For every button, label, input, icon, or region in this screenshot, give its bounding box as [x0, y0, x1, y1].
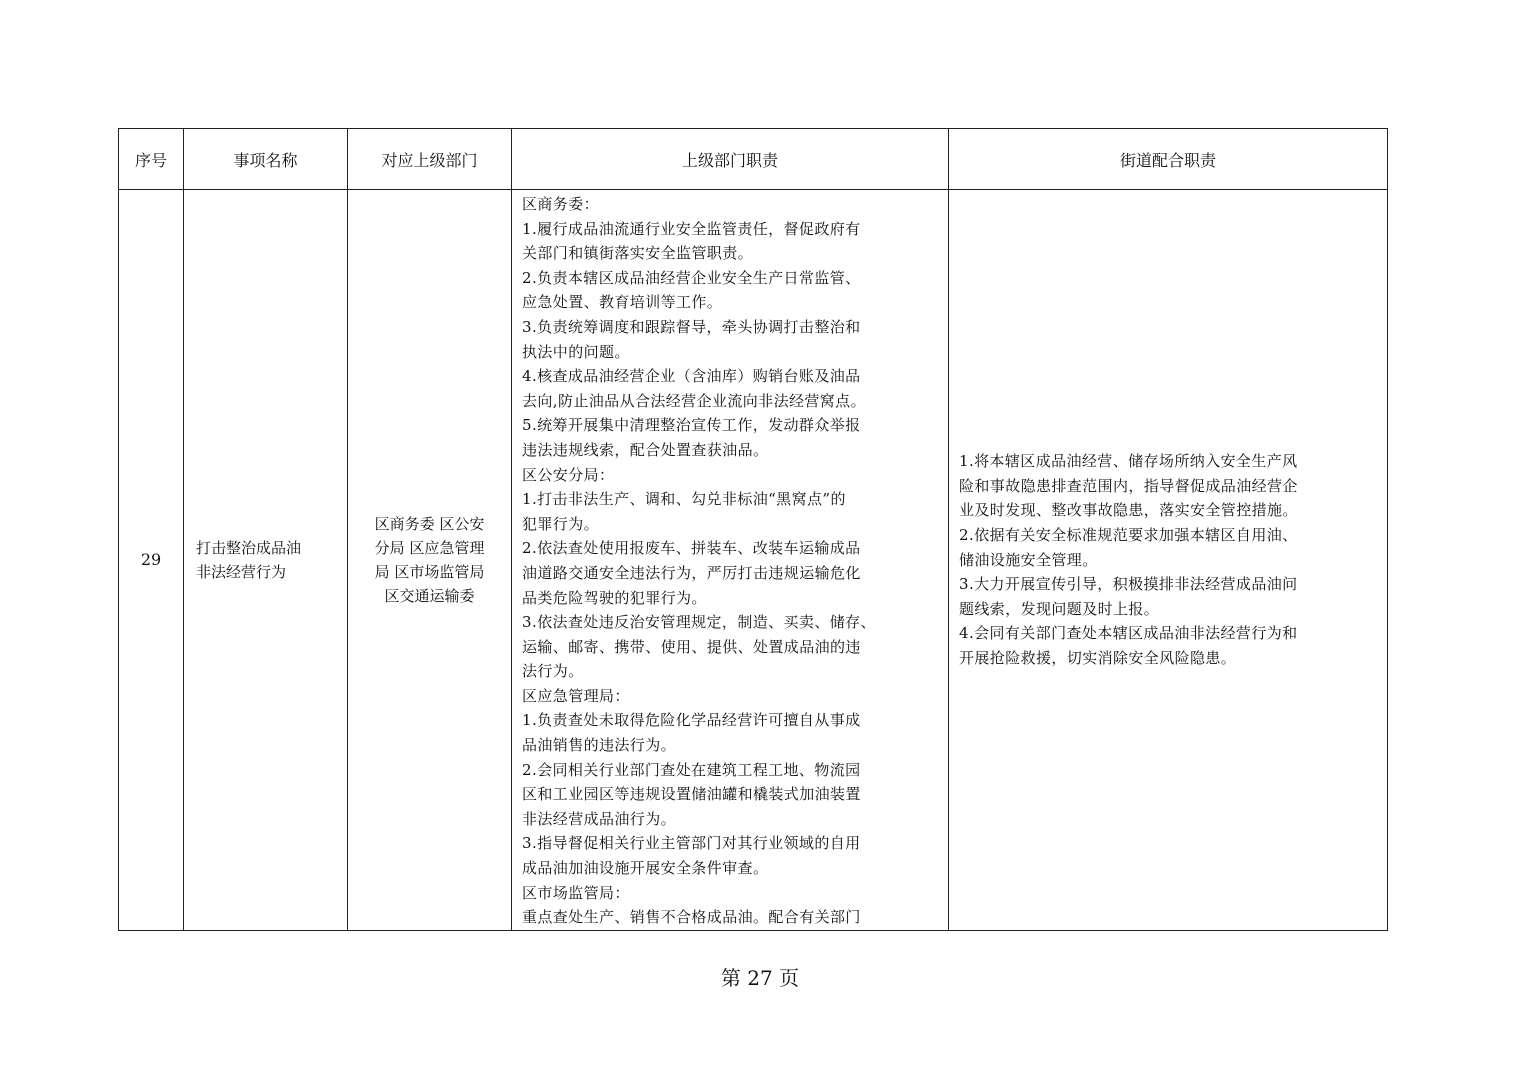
street-duties-line: 4.会同有关部门查处本辖区成品油非法经营行为和 [959, 624, 1298, 643]
superior-dept [358, 512, 501, 608]
superior-duties-line: 油道路交通安全违法行为，严厉打击违规运输危化 [522, 563, 861, 582]
row-index: 29 [119, 190, 184, 931]
header-row [119, 129, 1388, 190]
superior-dept-line: 区交通运输委 [384, 586, 475, 605]
item-name-line: 非法经营行为 [196, 562, 287, 581]
street-duties-line: 题线索，发现问题及时上报。 [959, 599, 1160, 618]
superior-duties [522, 192, 940, 930]
superior-dept-line: 分局 区应急管理 [374, 538, 485, 557]
table-row [119, 190, 1388, 931]
header-index: 序号 [119, 129, 184, 190]
street-duties-line: 2.依据有关安全标准规范要求加强本辖区自用油、 [959, 526, 1298, 545]
superior-duties-line: 执法中的问题。 [522, 342, 630, 361]
superior-dept-line: 区商务委 区公安 [374, 514, 485, 533]
table-header [119, 129, 1388, 190]
superior-duties-line: 3.指导督促相关行业主管部门对其行业领域的自用 [522, 834, 861, 853]
superior-duties-line: 3.负责统筹调度和跟踪督导，牵头协调打击整治和 [522, 317, 861, 336]
superior-duties-line: 成品油加油设施开展安全条件审查。 [522, 859, 769, 878]
header-item-name: 事项名称 [184, 129, 348, 190]
superior-duties-line: 区和工业园区等违规设置储油罐和橇装式加油装置 [522, 785, 861, 804]
item-name [196, 536, 335, 584]
superior-duties-line: 区商务委： [522, 195, 600, 213]
header-superior-dept: 对应上级部门 [348, 129, 512, 190]
superior-duties-line: 1.履行成品油流通行业安全监管责任，督促政府有 [522, 219, 861, 238]
page-number: 第 27 页 [720, 966, 800, 990]
superior-dept-line: 局 区市场监管局 [374, 562, 485, 581]
superior-duties-line: 应急处置、教育培训等工作。 [522, 293, 723, 312]
superior-duties-line: 2.负责本辖区成品油经营企业安全生产日常监管、 [522, 268, 861, 287]
superior-duties-line: 犯罪行为。 [522, 514, 600, 533]
street-duties-line: 储油设施安全管理。 [959, 550, 1098, 569]
street-duties-line: 开展抢险救援，切实消除安全风险隐患。 [959, 648, 1237, 667]
item-name-line: 打击整治成品油 [196, 538, 302, 557]
superior-duties-line: 区公安分局： [522, 465, 615, 484]
superior-duties-line: 5.统筹开展集中清理整治宣传工作，发动群众举报 [522, 416, 861, 435]
superior-duties-line: 去向,防止油品从合法经营企业流向非法经营窝点。 [522, 391, 866, 410]
street-duties-cell [949, 190, 1388, 931]
superior-dept-cell [348, 190, 512, 931]
superior-duties-line: 1.负责查处未取得危险化学品经营许可擅自从事成 [522, 711, 861, 730]
superior-duties-line: 区市场监管局： [522, 883, 630, 902]
superior-duties-line: 违法违规线索，配合处置查获油品。 [522, 440, 769, 459]
superior-duties-line: 品类危险驾驶的犯罪行为。 [522, 588, 707, 607]
superior-duties-line: 非法经营成品油行为。 [522, 809, 677, 828]
superior-duties-line: 重点查处生产、销售不合格成品油。配合有关部门 [522, 908, 861, 927]
street-duties-line: 3.大力开展宣传引导，积极摸排非法经营成品油问 [959, 575, 1298, 594]
responsibility-table [118, 128, 1388, 931]
superior-duties-cell [512, 190, 949, 931]
table-body [119, 190, 1388, 931]
superior-duties-line: 4.核查成品油经营企业（含油库）购销台账及油品 [522, 367, 861, 386]
superior-duties-line: 1.打击非法生产、调和、勾兑非标油“黑窝点”的 [522, 490, 846, 509]
superior-duties-line: 法行为。 [522, 662, 584, 681]
street-duties-line: 1.将本辖区成品油经营、储存场所纳入安全生产风 [959, 452, 1298, 471]
superior-duties-line: 3.依法查处违反治安管理规定，制造、买卖、储存、 [522, 613, 876, 632]
superior-duties-line: 2.依法查处使用报废车、拼装车、改装车运输成品 [522, 539, 861, 558]
item-name-cell [184, 190, 348, 931]
street-duties [959, 449, 1379, 670]
street-duties-line: 业及时发现、整改事故隐患，落实安全管控措施。 [959, 501, 1298, 520]
superior-duties-line: 2.会同相关行业部门查处在建筑工程工地、物流园 [522, 760, 861, 779]
superior-duties-line: 关部门和镇街落实安全监管职责。 [522, 244, 754, 263]
header-street-duties: 街道配合职责 [949, 129, 1388, 190]
street-duties-line: 险和事故隐患排查范围内，指导督促成品油经营企 [959, 476, 1298, 495]
header-superior-duties: 上级部门职责 [512, 129, 949, 190]
superior-duties-line: 区应急管理局： [522, 686, 630, 705]
superior-duties-line: 品油销售的违法行为。 [522, 736, 677, 755]
superior-duties-line: 运输、邮寄、携带、使用、提供、处置成品油的违 [522, 637, 861, 656]
